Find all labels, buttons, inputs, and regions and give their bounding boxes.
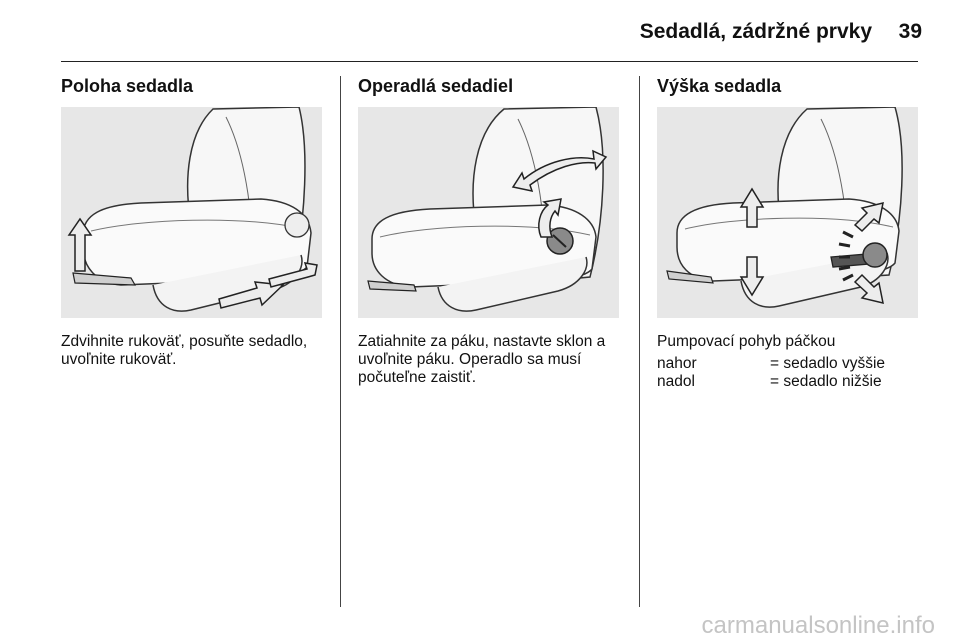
seat-backrest-caption — [358, 333, 626, 387]
page-number: 39 — [898, 20, 922, 43]
section-title-seat-height: Výška sedadla — [657, 76, 782, 96]
caption-text: Pumpovací pohyb páčkou — [657, 333, 836, 350]
seat-position-caption — [61, 333, 329, 369]
section-title-seat-backrest: Operadlá sedadiel — [358, 76, 514, 96]
lever-direction-table — [657, 355, 885, 391]
watermark: carmanualsonline.info — [701, 612, 935, 639]
direction-result: = sedadlo vyššie — [770, 355, 886, 372]
table-row — [657, 373, 885, 391]
seat-height-caption — [657, 333, 925, 391]
header-divider — [61, 61, 918, 62]
caption-text: Zatiahnite za páku, nastavte sklon a uvoľnite páku. Operadlo sa musí počuteľne zaistiť. — [358, 333, 606, 386]
direction-label: nahor — [657, 355, 697, 372]
header-title: Sedadlá, zádržné prvky — [639, 20, 872, 43]
seat-position-illustration — [61, 107, 322, 318]
caption-text: Zdvihnite rukoväť, posuňte sedadlo, uvoľnite rukoväť. — [61, 333, 308, 368]
column-divider — [639, 76, 640, 607]
seat-height-illustration — [657, 107, 918, 318]
seat-backrest-illustration — [358, 107, 619, 318]
table-row — [657, 355, 885, 373]
column-divider — [340, 76, 341, 607]
page-header — [0, 0, 960, 64]
direction-label: nadol — [657, 373, 695, 390]
section-title-seat-position: Poloha sedadla — [61, 76, 194, 96]
direction-result: = sedadlo nižšie — [770, 373, 882, 390]
